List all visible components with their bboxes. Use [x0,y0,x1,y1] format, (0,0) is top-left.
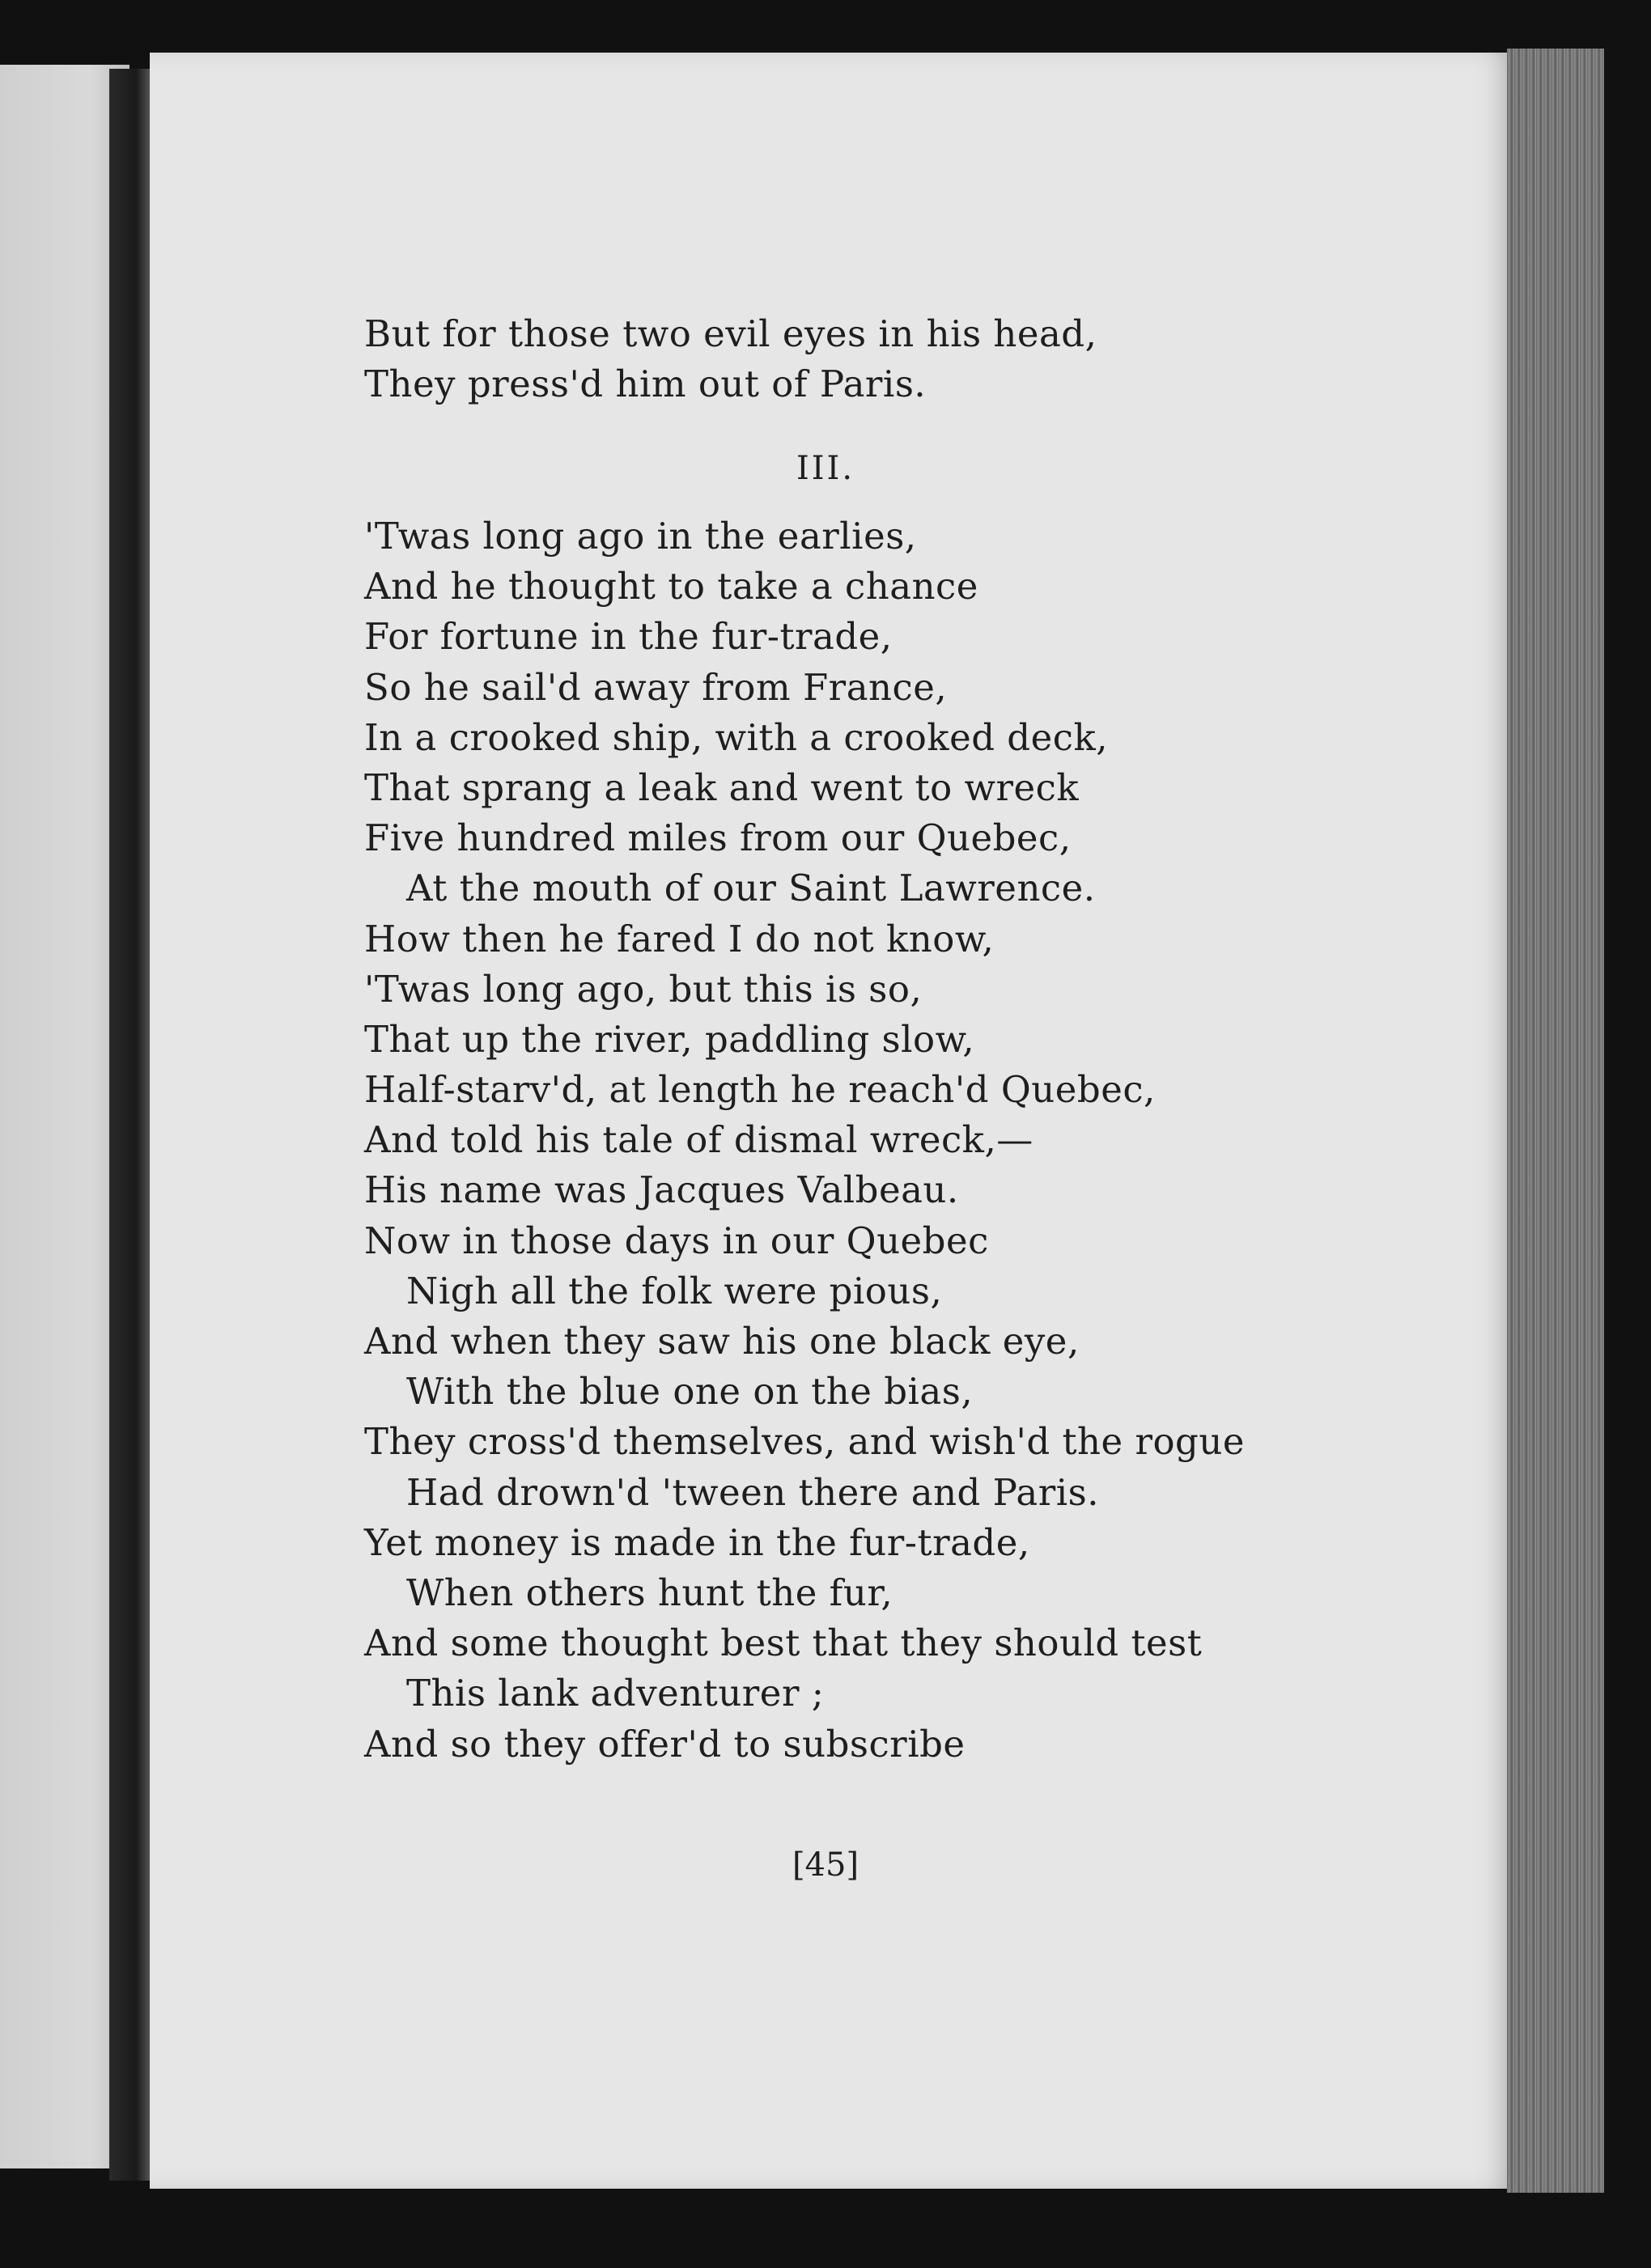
poem-line: When others hunt the fur, [406,1571,893,1614]
poem-line: They cross'd themselves, and wish'd the rogue [364,1420,1245,1464]
poem-line: Now in those days in our Quebec [364,1219,989,1262]
poem-line: And when they saw his one black eye, [364,1320,1080,1363]
poem-stanza-iii [364,511,1245,1770]
poem-line: Had drown'd 'tween there and Paris. [406,1470,1100,1514]
poem-line: Yet money is made in the fur-trade, [364,1520,1030,1564]
poem-line: Nigh all the folk were pious, [406,1269,943,1312]
poem-line: In a crooked ship, with a crooked deck, [364,715,1109,759]
poem-line: So he sail'd away from France, [364,665,948,709]
continued-stanza [364,309,1097,409]
poem-line: They press'd him out of Paris. [364,362,927,406]
poem-line: That up the river, paddling slow, [364,1017,975,1061]
page-stack-edges [1507,49,1604,2193]
poem-line: Five hundred miles from our Quebec, [364,816,1072,860]
poem-line: That sprang a leak and went to wreck [364,765,1080,809]
poem-line: But for those two evil eyes in his head, [364,312,1097,355]
poem-line: How then he fared I do not know, [364,917,995,960]
poem-line: Half-starv'd, at length he reach'd Quebec, [364,1068,1156,1112]
poem-line: 'Twas long ago, but this is so, [364,967,923,1011]
poem-line: And told his tale of dismal wreck,— [364,1118,1033,1162]
poem-line: And some thought best that they should test [364,1622,1203,1665]
poem-line: For fortune in the fur-trade, [364,615,893,659]
poem-line: His name was Jacques Valbeau. [364,1168,959,1212]
poem-line: 'Twas long ago in the earlies, [364,515,917,557]
poem-line: At the mouth of our Saint Lawrence. [406,867,1096,910]
poem-line: This lank adventurer ; [406,1672,825,1715]
page-number: [45] [792,1846,859,1884]
poem-line: And he thought to take a chance [364,565,978,608]
poem-line: With the blue one on the bias, [406,1370,974,1414]
section-heading: III. [796,450,855,487]
poem-line: And so they offer'd to subscribe [364,1722,966,1766]
